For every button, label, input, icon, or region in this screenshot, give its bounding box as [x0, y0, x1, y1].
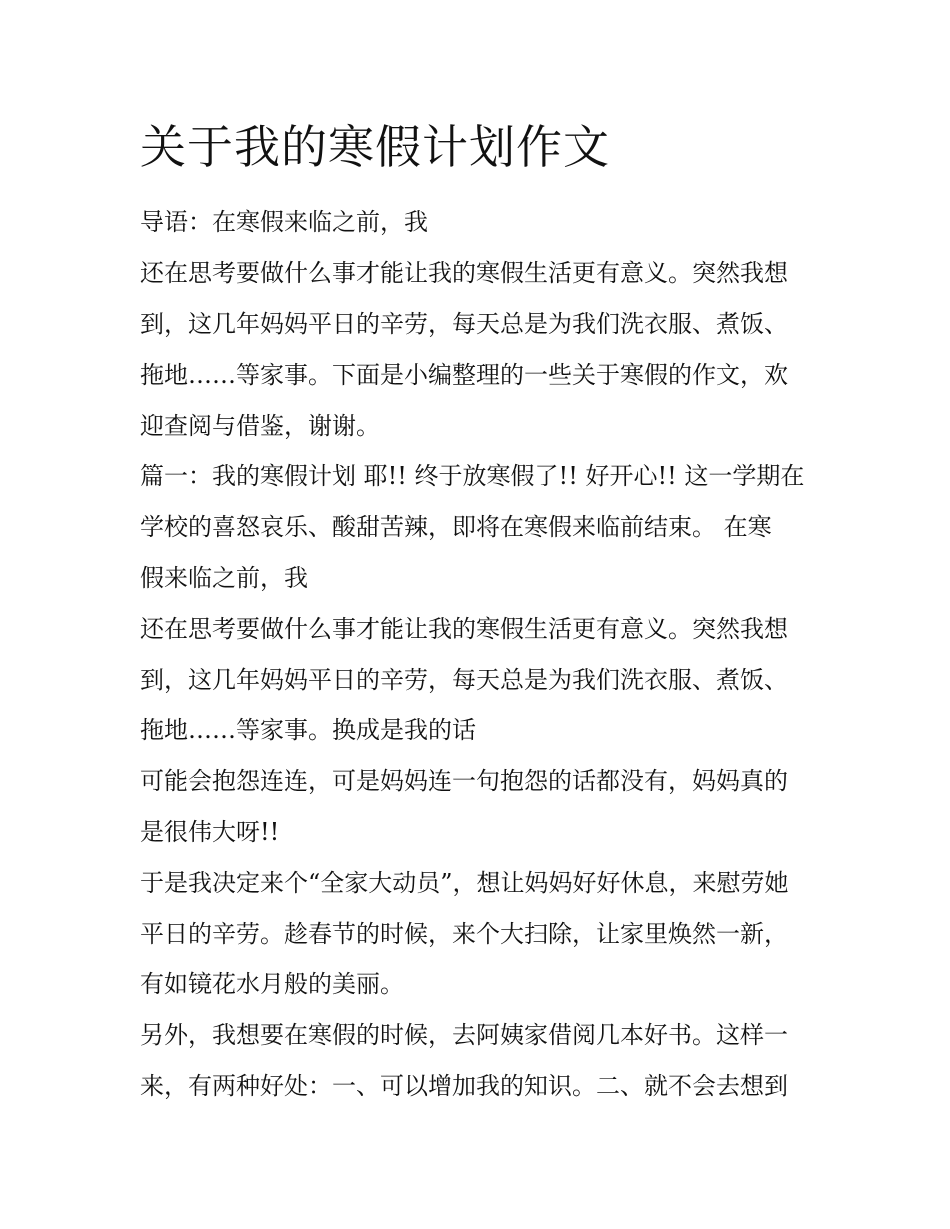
text-line: 于是我决定来个“全家大动员”，想让妈妈好好休息，来慰劳她	[140, 869, 789, 897]
text-line: 平日的辛劳。趁春节的时候，来个大扫除，让家里焕然一新，	[140, 920, 788, 948]
text-line: 还在思考要做什么事才能让我的寒假生活更有意义。突然我想	[140, 259, 788, 287]
text-line: 到，这几年妈妈平日的辛劳，每天总是为我们洗衣服、煮饭、	[140, 310, 788, 338]
document-title: 关于我的寒假计划作文	[140, 120, 610, 174]
text-line: 到，这几年妈妈平日的辛劳，每天总是为我们洗衣服、煮饭、	[140, 666, 788, 694]
text-line: 导语：在寒假来临之前，我	[140, 208, 428, 236]
text-line: 另外，我想要在寒假的时候，去阿姨家借阅几本好书。这样一	[140, 1021, 788, 1049]
text-line: 篇一：我的寒假计划 耶!! 终于放寒假了!! 好开心!! 这一学期在	[140, 462, 805, 490]
text-line: 拖地……等家事。下面是小编整理的一些关于寒假的作文，欢	[140, 361, 788, 389]
text-line: 学校的喜怒哀乐、酸甜苦辣，即将在寒假来临前结束。 在寒	[140, 513, 772, 541]
text-line: 可能会抱怨连连，可是妈妈连一句抱怨的话都没有，妈妈真的	[140, 767, 788, 795]
text-line: 来，有两种好处：一、可以增加我的知识。二、就不会去想到	[140, 1072, 788, 1100]
text-line: 拖地……等家事。换成是我的话	[140, 716, 476, 744]
text-line: 还在思考要做什么事才能让我的寒假生活更有意义。突然我想	[140, 615, 788, 643]
text-line: 有如镜花水月般的美丽。	[140, 970, 404, 998]
text-line: 假来临之前，我	[140, 564, 308, 592]
text-line: 是很伟大呀!!	[140, 818, 280, 846]
text-line: 迎查阅与借鉴，谢谢。	[140, 412, 380, 440]
